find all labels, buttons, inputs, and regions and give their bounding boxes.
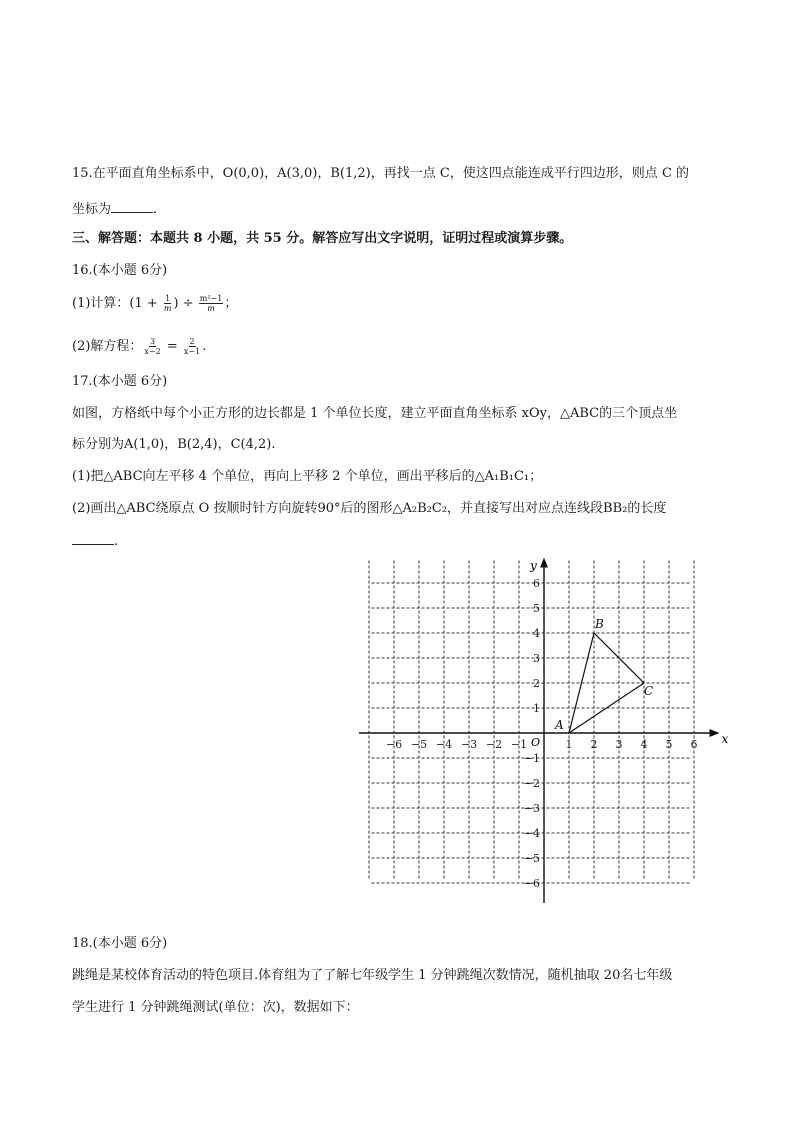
origin-label: O xyxy=(531,736,541,749)
q18-text2: 学生进行 1 分钟跳绳测试(单位：次)，数据如下： xyxy=(72,1000,359,1015)
x-tick-label: 5 xyxy=(665,738,673,751)
x-axis-label: x xyxy=(721,732,729,746)
q18-header: 18.(本小题 6分) xyxy=(72,936,168,951)
x-tick-label: −2 xyxy=(485,738,503,751)
q15-line1: 15.在平面直角坐标系中，O(0,0)，A(3,0)，B(1,2)，再找一点 C，使这四点能连成平行四边形，则点 C 的 xyxy=(72,166,690,181)
x-tick-label: 1 xyxy=(565,738,573,751)
x-tick-label: −4 xyxy=(435,738,453,751)
fraction xyxy=(199,294,224,313)
q16-part2-label: (2)解方程： xyxy=(72,339,143,354)
fraction-denominator: m xyxy=(207,304,215,313)
fraction-denominator: x−2 xyxy=(144,347,161,356)
q15-line2: 坐标为 . xyxy=(72,198,157,220)
q17-part2-blank-line xyxy=(72,530,118,552)
q15-line2-text: 坐标为 xyxy=(72,202,112,217)
y-tick-label: 4 xyxy=(533,627,540,640)
y-tick-label: −5 xyxy=(523,852,540,865)
vertex-label-b: B xyxy=(595,617,604,631)
expr-text: ) ÷ xyxy=(173,296,198,311)
y-tick-label: 5 xyxy=(533,602,540,615)
q17-part2: (2)画出△ABC绕原点 O 按顺时针方向旋转90°后的图形△A₂B₂C₂，并直接写出对应点连线段BB₂的长度 xyxy=(72,501,667,516)
y-tick-label: 2 xyxy=(533,677,540,690)
fraction-numerator: 3 xyxy=(150,337,156,346)
answer-blank[interactable] xyxy=(72,530,114,545)
vertex-label-c: C xyxy=(644,684,654,698)
q17-text1: 如图，方格纸中每个小正方形的边长都是 1 个单位长度，建立平面直角坐标系 xOy，△ABC的三个顶点坐 xyxy=(72,406,678,421)
y-tick-label: 6 xyxy=(533,577,540,590)
expr-text: ； xyxy=(224,296,238,311)
answer-blank[interactable] xyxy=(111,198,153,213)
q17-header: 17.(本小题 6分) xyxy=(72,374,168,389)
q16-part1-label: (1)计算： xyxy=(72,296,130,311)
fraction xyxy=(143,337,161,356)
q17-part1: (1)把△ABC向左平移 4 个单位，再向上平移 2 个单位，画出平移后的△A₁B₁C₁； xyxy=(72,469,543,484)
y-axis-label: y xyxy=(530,558,537,573)
x-tick-label: −6 xyxy=(385,738,403,751)
q16-part2 xyxy=(72,337,206,357)
fraction-numerator: 1 xyxy=(165,294,171,303)
x-tick-label: −1 xyxy=(510,738,528,751)
section-heading: 三、解答题：本题共 8 小题，共 55 分。解答应写出文字说明，证明过程或演算步骤。 xyxy=(72,231,573,246)
fraction-denominator: x−1 xyxy=(183,347,201,356)
y-tick-label: −6 xyxy=(523,877,540,890)
y-tick-label: 1 xyxy=(533,702,540,715)
expr-text: (1 + xyxy=(129,296,162,311)
y-tick-label: −4 xyxy=(523,827,540,840)
vertex-label-a: A xyxy=(555,718,564,732)
q18-text1: 跳绳是某校体育活动的特色项目.体育组为了了解七年级学生 1 分钟跳绳次数情况，随机抽取 20名七年级 xyxy=(72,968,673,983)
fraction xyxy=(163,294,173,313)
coordinate-grid-figure xyxy=(376,556,729,906)
x-tick-label: 4 xyxy=(640,738,648,751)
q16-header: 16.(本小题 6分) xyxy=(72,263,168,278)
y-tick-label: −2 xyxy=(523,777,540,790)
q17-part2-end: . xyxy=(114,534,119,549)
x-tick-label: 2 xyxy=(590,738,598,751)
fraction-numerator: 2 xyxy=(189,337,195,346)
q17-text2: 标分别为A(1,0)，B(2,4)，C(4,2). xyxy=(72,437,276,452)
x-tick-label: −5 xyxy=(410,738,428,751)
x-axis-arrow xyxy=(710,729,720,737)
y-axis-arrow xyxy=(540,558,548,568)
expr-text: . xyxy=(202,339,207,354)
fraction xyxy=(183,337,201,356)
q16-part1 xyxy=(72,294,237,314)
x-tick-label: −3 xyxy=(460,738,478,751)
x-tick-label: 6 xyxy=(690,738,698,751)
expr-text: = xyxy=(162,339,182,354)
y-tick-label: −1 xyxy=(523,752,540,765)
y-tick-label: 3 xyxy=(533,652,540,665)
fraction-denominator: m xyxy=(163,304,172,313)
fraction-numerator: m²−1 xyxy=(199,294,223,303)
y-tick-label: −3 xyxy=(523,802,540,815)
x-tick-label: 3 xyxy=(615,738,623,751)
